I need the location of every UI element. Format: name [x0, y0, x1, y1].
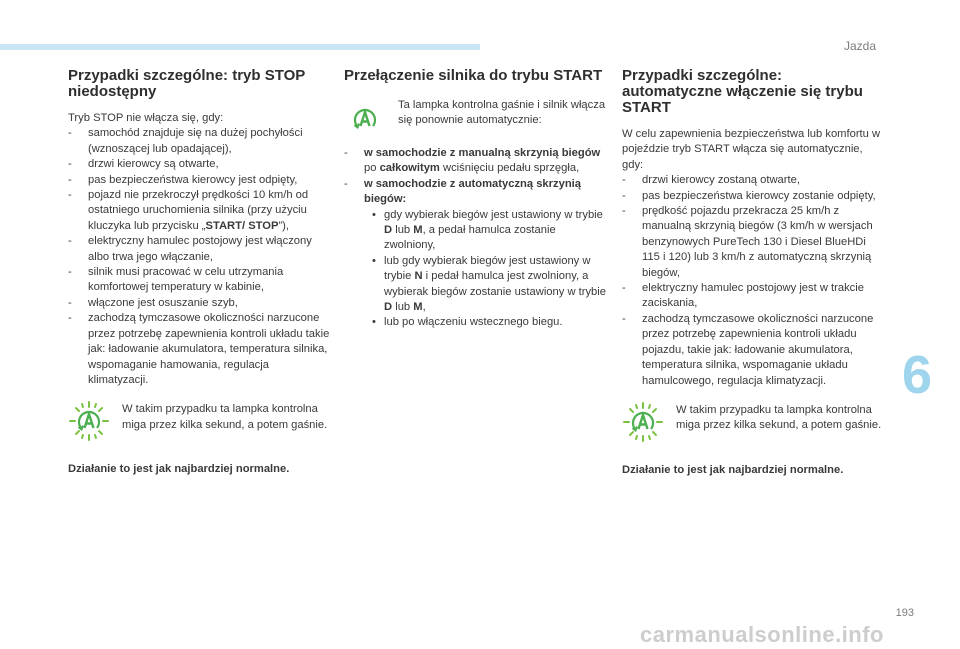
section-title: Jazda: [843, 39, 876, 53]
list-item: - włączone jest osuszanie szyb,: [68, 296, 330, 311]
automatic-gearbox-label: w samochodzie z automatyczną skrzynią biegów:: [364, 177, 581, 206]
auto-start-blinking-icon: [68, 400, 110, 442]
full-press-label: całkowitym: [379, 162, 440, 175]
gear-d-label: D: [384, 224, 393, 237]
note-text: Ta lampka kontrolna gaśnie i silnik włącza się ponownie automatycznie:: [398, 99, 606, 127]
column-auto-start: [622, 68, 884, 478]
chapter-number: 6: [902, 345, 933, 405]
list-item-automatic: [344, 177, 606, 331]
list-item: - pas bezpieczeństwa kierowcy zostanie odpięty,: [622, 189, 884, 204]
text-fragment: lub: [392, 224, 414, 237]
list-item-text: pojazd nie przekroczył prędkości 10 km/h od ostatniego uruchomienia silnika (przy użyciu kluczyka lub przycisku „: [88, 189, 309, 232]
column-stop-unavailable: [68, 68, 330, 478]
auto-start-blinking-icon: [622, 401, 664, 443]
automatic-sublist: [364, 208, 606, 331]
page-number: 193: [895, 607, 914, 619]
auto-start-icon: [344, 96, 386, 138]
list-item: - pas bezpieczeństwa kierowcy jest odpięty,: [68, 173, 330, 188]
header-accent-bar: [0, 44, 480, 50]
list-item: - silnik musi pracować w celu utrzymania komfortowej temperatury w kabinie,: [68, 265, 330, 296]
restart-conditions: [344, 146, 606, 331]
condition-list: [68, 126, 330, 388]
intro-text: Tryb STOP nie włącza się, gdy:: [68, 112, 224, 124]
intro-text: W celu zapewnienia bezpieczeństwa lub komfortu w pojeździe tryb START włącza się automatycznie, gdy:: [622, 128, 881, 171]
note-text: W takim przypadku ta lampka kontrolna miga przez kilka sekund, a potem gaśnie.: [676, 403, 882, 432]
heading-switch-to-start: Przełączenie silnika do trybu START: [344, 67, 603, 84]
heading-auto-start: Przypadki szczególne: automatyczne włączenie się trybu START: [622, 67, 863, 116]
list-item: [364, 254, 606, 316]
list-item: - samochód znajduje się na dużej pochyłości (wznoszącej lub opadającej),: [68, 126, 330, 157]
heading-stop-unavailable: Przypadki szczególne: tryb STOP niedostępny: [68, 67, 306, 100]
condition-list: [622, 173, 884, 389]
list-item-manual: [344, 146, 606, 177]
list-item: - elektryczny hamulec postojowy jest w trakcie zaciskania,: [622, 281, 884, 312]
gear-n-label: N: [414, 270, 423, 283]
text-fragment: gdy wybierak biegów jest ustawiony w trybie: [384, 208, 603, 221]
list-item: [68, 188, 330, 234]
gear-d-label: D: [384, 301, 393, 314]
text-fragment: lub: [392, 301, 414, 314]
list-item: • lub po włączeniu wstecznego biegu.: [364, 315, 606, 330]
list-item-tail: ”),: [278, 219, 290, 232]
text-fragment: po: [364, 162, 380, 175]
list-item: - zachodzą tymczasowe okoliczności narzucone przez potrzebę zapewnienia kontroli układu takie jak: ładowanie akumulatora, temperatura silnika, wspomaganie hamowania, regulacja klimatyzacji.: [68, 311, 330, 388]
list-item: - elektryczny hamulec postojowy jest włączony albo trwa jego włączanie,: [68, 234, 330, 265]
text-fragment: ,: [422, 301, 426, 314]
warning-note: [68, 402, 330, 448]
normal-operation-text: Działanie to jest jak najbardziej normalne.: [622, 463, 844, 476]
gear-m-label: M: [413, 301, 423, 314]
normal-operation-text: Działanie to jest jak najbardziej normalne.: [68, 463, 290, 476]
list-item: - zachodzą tymczasowe okoliczności narzucone przez potrzebę zapewnienia kontroli układu pojazdu, takie jak: ładowanie akumulatora, temperatura silnika, wspomaganie układu hamulcowego, regulacja klimatyzacji.: [622, 312, 884, 389]
text-fragment: wciśnięciu pedału sprzęgła,: [439, 162, 580, 175]
warning-note: [622, 403, 884, 449]
watermark-link[interactable]: carmanualsonline.info: [640, 622, 884, 647]
text-fragment: i pedał hamulca jest zwolniony, a wybierak biegów zostanie ustawiony w trybie: [384, 270, 606, 298]
list-item: - prędkość pojazdu przekracza 25 km/h z manualną skrzynią biegów (3 km/h w wersjach benzynowych PureTech 130 i Diesel BlueHDi 115 i 120) lub 3 km/h z automatyczną skrzynią biegów,: [622, 204, 884, 281]
start-stop-label: START/ STOP: [205, 219, 279, 232]
column-switch-to-start: [344, 68, 606, 331]
gear-m-label: M: [413, 224, 423, 237]
manual-gearbox-label: w samochodzie z manualną skrzynią biegów: [364, 147, 601, 159]
list-item: [364, 208, 606, 254]
text-fragment: , a pedał hamulca zostanie zwolniony,: [384, 224, 556, 252]
indicator-note: [344, 98, 606, 132]
note-text: W takim przypadku ta lampka kontrolna miga przez kilka sekund, a potem gaśnie.: [122, 403, 328, 431]
list-item: - drzwi kierowcy zostaną otwarte,: [622, 173, 884, 188]
list-item: - drzwi kierowcy są otwarte,: [68, 157, 330, 172]
text-fragment: lub gdy wybierak biegów jest ustawiony w trybie: [384, 254, 591, 283]
